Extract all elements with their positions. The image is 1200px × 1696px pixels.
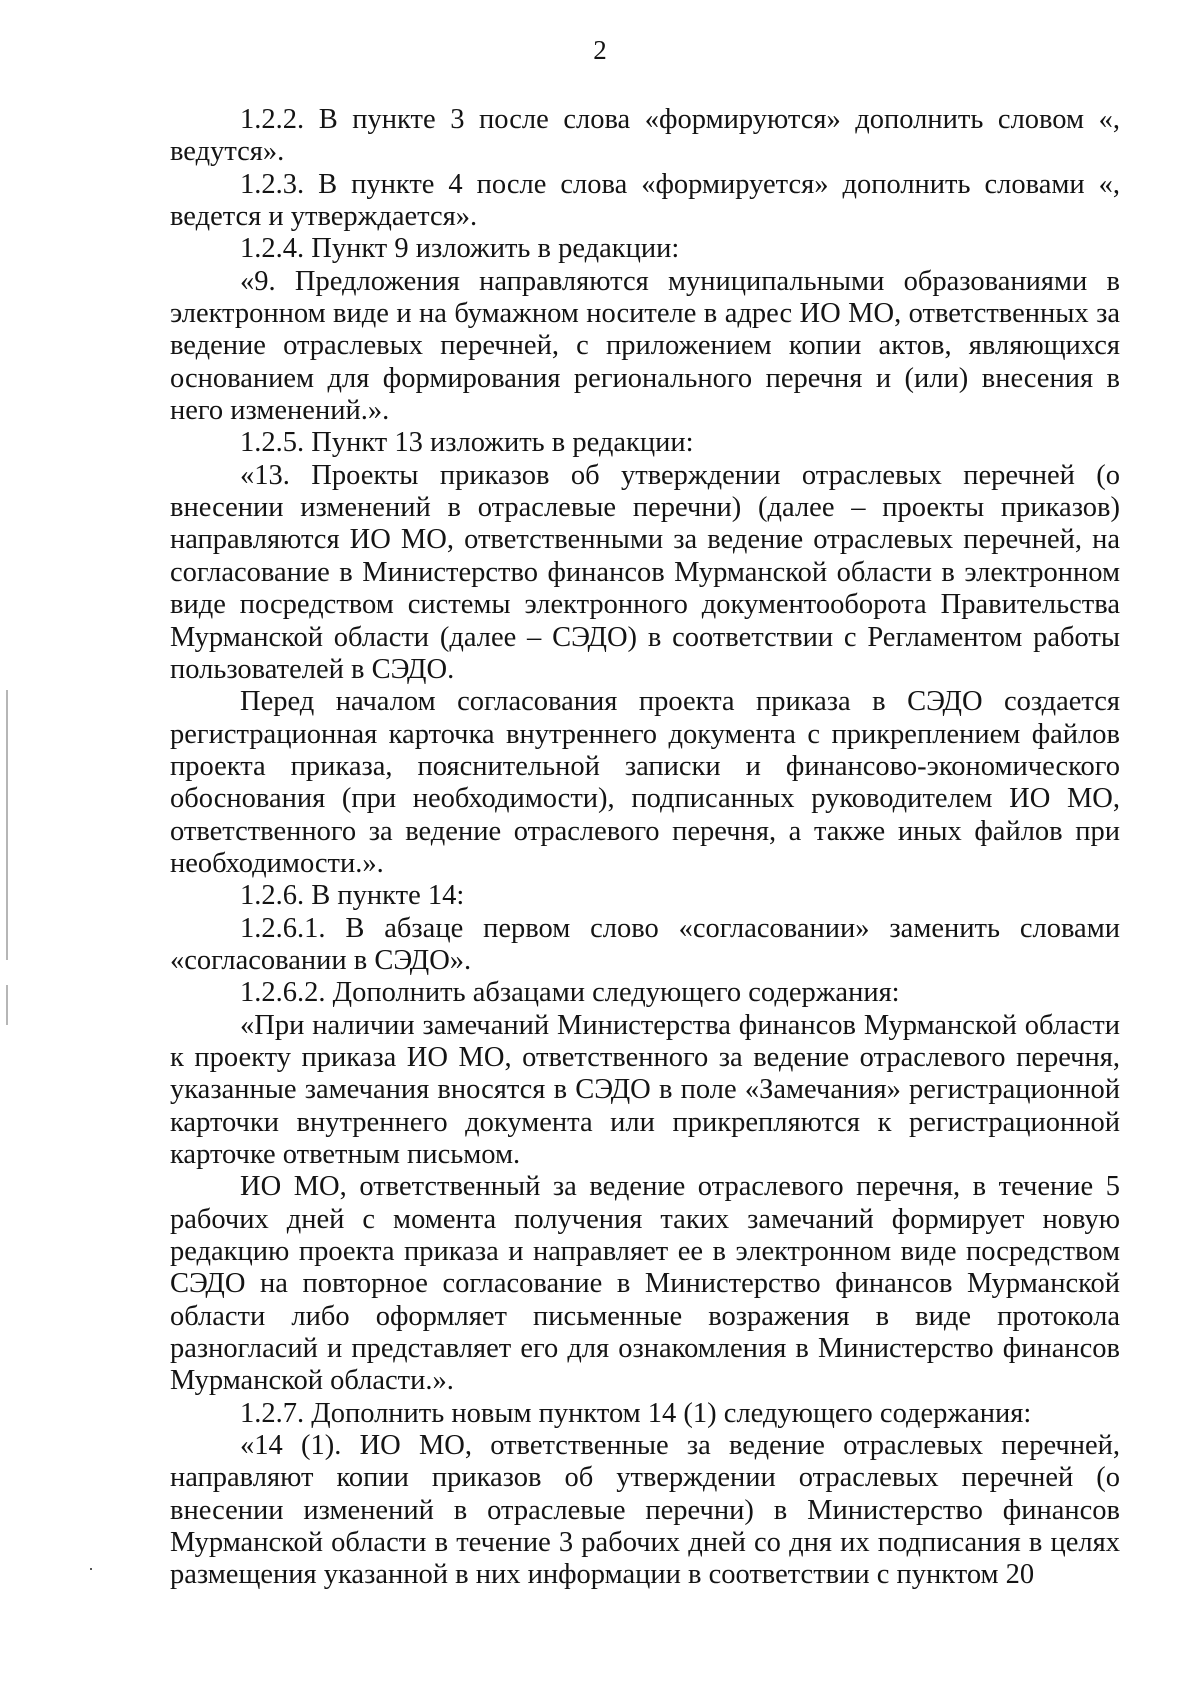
paragraph-point-9: «9. Предложения направляются муниципальными образованиями в электронном виде и на бумажном носителе в адрес ИО МО, ответственных за ведение отраслевых перечней, с приложением копии актов, являющихся основанием для формирования регионального перечня и (или) внесения в него изменений.». (170, 265, 1120, 427)
paragraph-point-13: «13. Проекты приказов об утверждении отраслевых перечней (о внесении изменений в отраслевые перечни) (далее – проекты приказов) направляются ИО МО, ответственными за ведение отраслевых перечней, на согласование в Министерство финансов Мурманской области в электронном виде посредством системы электронного документооборота Правительства Мурманской области (далее – СЭДО) в соответствии с Регламентом работы пользователей в СЭДО. (170, 459, 1120, 685)
paragraph-1-2-5: 1.2.5. Пункт 13 изложить в редакции: (240, 427, 694, 459)
paragraph-1-2-2: 1.2.2. В пункте 3 после слова «формируются» дополнить словом «, ведутся». (170, 104, 1120, 168)
page-number: 2 (593, 35, 607, 65)
paragraph-1-2-7: 1.2.7. Дополнить новым пунктом 14 (1) следующего содержания: (240, 1397, 1032, 1429)
paragraph-remarks-cont: ИО МО, ответственный за ведение отраслевого перечня, в течение 5 рабочих дней с момента получения таких замечаний формирует новую редакцию проекта приказа и направляет ее в электронном виде посредством СЭДО на повторное согласование в Министерство финансов Мурманской области либо оформляет письменные возражения в виде протокола разногласий и представляет его для ознакомления в Министерство финансов Мурманской области.». (170, 1171, 1120, 1397)
paragraph-1-2-3: 1.2.3. В пункте 4 после слова «формируется» дополнить словами «, ведется и утверждается». (170, 168, 1120, 233)
paragraph-1-2-4: 1.2.4. Пункт 9 изложить в редакции: (240, 233, 680, 265)
paragraph-1-2-6: 1.2.6. В пункте 14: (240, 880, 465, 912)
paragraph-point-13-cont: Перед началом согласования проекта приказа в СЭДО создается регистрационная карточка внутреннего документа с прикреплением файлов проекта приказа, пояснительной записки и финансово-экономического обоснования (при необходимости), подписанных руководителем ИО МО, ответственного за ведение отраслевого перечня, а также иных файлов при необходимости.». (170, 686, 1120, 879)
scan-margin-mark (6, 985, 8, 1025)
paragraph-1-2-6-2: 1.2.6.2. Дополнить абзацами следующего содержания: (240, 977, 900, 1009)
paragraph-remarks: «При наличии замечаний Министерства финансов Мурманской области к проекту приказа ИО МО, ответственного за ведение отраслевого перечня, указанные замечания вносятся в СЭДО в поле «Замечания» регистрационной карточки внутреннего документа или прикрепляются к регистрационной карточке ответным письмом. (170, 1009, 1120, 1170)
document-body (170, 104, 1120, 1592)
paragraph-point-14-1: «14 (1). ИО МО, ответственные за ведение отраслевых перечней, направляют копии приказов об утверждении отраслевых перечней (о внесении изменений в отраслевые перечни) в Министерство финансов Мурманской области в течение 3 рабочих дней со дня их подписания в целях размещения указанной в них информации в соответствии с пунктом 20 (170, 1430, 1120, 1591)
scan-speck (90, 1568, 92, 1570)
paragraph-1-2-6-1: 1.2.6.1. В абзаце первом слово «согласовании» заменить словами «согласовании в СЭДО». (170, 912, 1120, 976)
scan-margin-mark (6, 690, 8, 960)
